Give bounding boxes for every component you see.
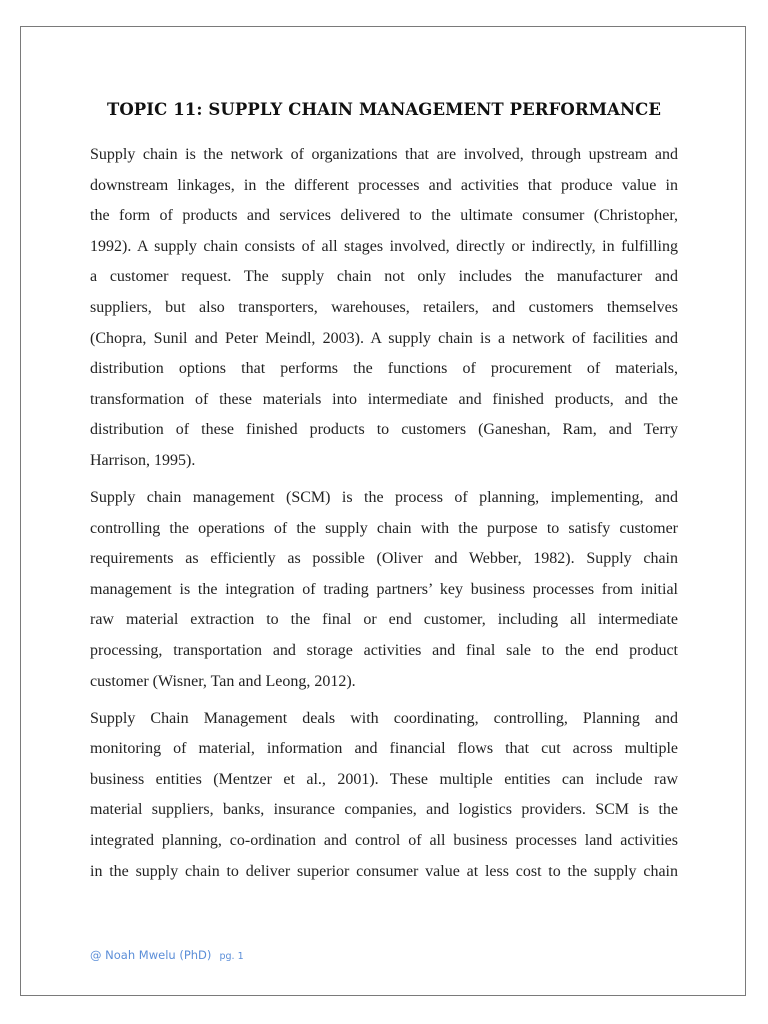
- text-line: Supply chain is the network of organizations that are involved, through upstream and: [90, 146, 678, 163]
- paragraph-scm-coordination: [90, 704, 678, 888]
- text-line: monitoring of material, information and financial flows that cut across multiple: [90, 740, 678, 758]
- footer-page-number: pg. 1: [219, 951, 244, 962]
- text-line: Supply Chain Management deals with coordinating, controlling, Planning and: [90, 709, 678, 727]
- document-body: [90, 140, 678, 887]
- text-line: customer (Wisner, Tan and Leong, 2012).: [90, 672, 356, 690]
- text-line: material suppliers, banks, insurance companies, and logistics providers. SCM is the: [90, 801, 678, 819]
- paragraph-scm-definition: [90, 483, 678, 697]
- text-line: integrated planning, co-ordination and control of all business processes land activities: [90, 832, 678, 850]
- paragraph-supply-chain-definition: [90, 140, 678, 477]
- text-line: requirements as efficiently as possible (Oliver and Webber, 1982). Supply chain: [90, 550, 678, 568]
- text-line: Harrison, 1995).: [90, 451, 196, 469]
- text-line: transformation of these materials into intermediate and finished products, and the: [90, 390, 678, 408]
- page-title: TOPIC 11: SUPPLY CHAIN MANAGEMENT PERFORMANCE: [106, 100, 662, 119]
- text-line: downstream linkages, in the different processes and activities that produce value in: [90, 176, 678, 194]
- text-line: suppliers, but also transporters, warehouses, retailers, and customers themselves: [90, 298, 678, 316]
- footer-author: @ Noah Mwelu (PhD): [90, 948, 212, 962]
- text-line: business entities (Mentzer et al., 2001). These multiple entities can include raw: [90, 770, 678, 788]
- text-line: (Chopra, Sunil and Peter Meindl, 2003). A supply chain is a network of facilities and: [90, 329, 678, 347]
- text-line: controlling the operations of the supply chain with the purpose to satisfy customer: [90, 519, 678, 537]
- text-line: the form of products and services delivered to the ultimate consumer (Christopher,: [90, 207, 678, 225]
- text-line: distribution options that performs the functions of procurement of materials,: [90, 360, 678, 378]
- text-line: distribution of these finished products to customers (Ganeshan, Ram, and Terry: [90, 421, 678, 439]
- text-line: 1992). A supply chain consists of all stages involved, directly or indirectly, in fulfilling: [90, 237, 678, 255]
- page-footer: [90, 944, 244, 963]
- text-line: raw material extraction to the final or end customer, including all intermediate: [90, 611, 678, 629]
- text-line: processing, transportation and storage activities and final sale to the end product: [90, 642, 678, 659]
- text-line: management is the integration of trading partners’ key business processes from initial: [90, 580, 678, 598]
- text-line: in the supply chain to deliver superior consumer value at less cost to the supply chain: [90, 862, 678, 880]
- text-line: a customer request. The supply chain not only includes the manufacturer and: [90, 268, 678, 286]
- text-line: Supply chain management (SCM) is the process of planning, implementing, and: [90, 489, 678, 507]
